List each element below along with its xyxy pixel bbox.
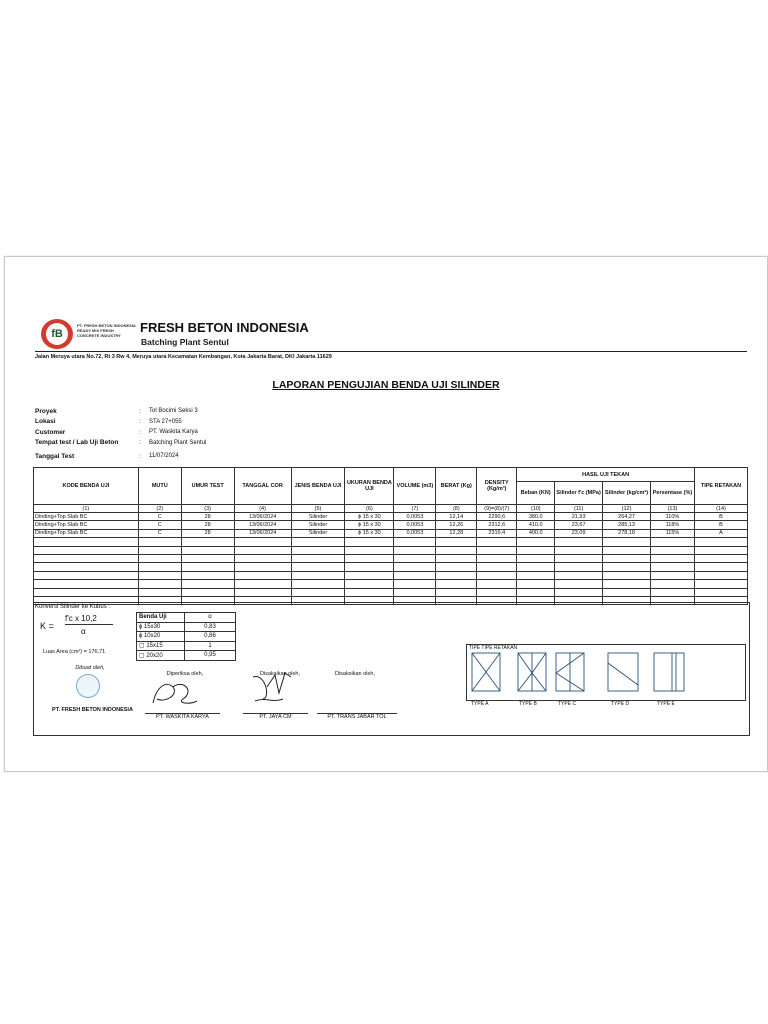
formula-denominator: α xyxy=(81,627,86,636)
company-stamp-icon xyxy=(76,674,100,698)
col-header-ukuran: UKURAN BENDA UJI xyxy=(345,468,394,505)
crack-type-label: TYPE C xyxy=(558,701,577,707)
sig-role: Disaksikan oleh, xyxy=(259,671,301,677)
info-label: Tempat test / Lab Uji Beton xyxy=(35,439,119,447)
conversion-title: Konversi Silinder ke Kubus : xyxy=(35,604,111,610)
fraction-line xyxy=(65,624,113,625)
info-value: Batching Plant Sentul xyxy=(149,439,207,446)
col-header-tanggal: TANGGAL COR xyxy=(234,468,291,505)
info-value: 11/07/2024 xyxy=(149,453,179,460)
sig-org: PT. TRANS JABAR TOL xyxy=(317,713,397,720)
col-header-kode: KODE BENDA UJI xyxy=(34,468,139,505)
luas-area: Luas Area (cm²) = 176,71 xyxy=(43,649,106,655)
crack-type-label: TYPE D xyxy=(611,701,630,707)
info-value: STA 27+055 xyxy=(149,418,182,425)
table-row: Dinding+Top Slab BC C 28 13/06/2024 Silinder ɸ 15 x 30 0,0053 12,28 2316,4 400,0 23,09 278,18 115% A xyxy=(34,529,748,537)
alpha-table: Benda Uji α ɸ 15x30 0,83 ɸ 10x20 0,86 ▢ 15x15 1 ▢ 20x20 0,95 xyxy=(136,612,236,661)
info-row: Tanggal Test : 11/07/2024 xyxy=(35,452,179,460)
sig-org: PT. JAYA CM xyxy=(243,713,308,720)
col-header-beban: Beban (KN) xyxy=(517,482,555,505)
empty-row xyxy=(34,554,748,562)
info-row: Customer : PT. Waskita Karya xyxy=(35,428,198,436)
col-header-volume: VOLUME (m3) xyxy=(394,468,436,505)
info-label: Proyek xyxy=(35,407,57,415)
crack-type-d-icon xyxy=(608,653,638,691)
col-header-hasil: HASIL UJI TEKAN xyxy=(517,468,695,482)
crack-types-title: TIPE TIPE RETAKAN xyxy=(469,645,518,651)
crack-type-e-icon xyxy=(654,653,684,691)
info-row: Tempat test / Lab Uji Beton : Batching Plant Sentul xyxy=(35,439,207,447)
table-row: Dinding+Top Slab BC C 28 13/06/2024 Silinder ɸ 15 x 30 0,0053 12,26 2312,6 410,0 23,67 285,13 118% B xyxy=(34,521,748,529)
col-header-tipe: TIPE RETAKAN xyxy=(694,468,747,505)
formula-numerator: f'c x 10,2 xyxy=(65,614,97,623)
company-name: FRESH BETON INDONESIA xyxy=(140,320,309,335)
sig-role: Disaksikan oleh, xyxy=(334,671,376,677)
report-sheet xyxy=(4,256,768,772)
project-info xyxy=(35,406,206,462)
company-address: Jalan Meruya utara No.72, Rt 3 Rw 4, Meruya utara Kecamatan Kembangan, Kota Jakarta Barat, DKI Jakarta 11629 xyxy=(35,354,332,360)
company-subtitle: Batching Plant Sentul xyxy=(141,337,229,347)
empty-row xyxy=(34,571,748,579)
crack-type-label: TYPE B xyxy=(519,701,537,707)
table-row: Dinding+Top Slab BC C 28 13/06/2024 Silinder ɸ 15 x 30 0,0053 12,14 2290,6 380,0 21,93 264,27 110% B xyxy=(34,513,748,521)
empty-row xyxy=(34,563,748,571)
empty-row xyxy=(34,538,748,546)
col-header-mutu: MUTU xyxy=(138,468,181,505)
report-title: LAPORAN PENGUJIAN BENDA UJI SILINDER xyxy=(272,379,500,391)
column-number-row: (1) (2) (3) (4) (5) (6) (7) (8) (9)=(8)/(7) (10) (11) (12) (13) (14) xyxy=(34,505,748,513)
signature-jaya-cm xyxy=(245,667,305,707)
sig-org: PT. WASKITA KARYA xyxy=(145,713,220,720)
sig-role: Dibuat oleh, xyxy=(75,665,105,671)
empty-row xyxy=(34,580,748,588)
k-symbol: K = xyxy=(40,621,54,631)
info-row: Proyek : Tol Bocimi Seksi 3 xyxy=(35,407,198,415)
col-header-density: DENSITY (Kg/m³) xyxy=(477,468,517,505)
crack-type-label: TYPE E xyxy=(657,701,675,707)
col-header-jenis: JENIS BENDA UJI xyxy=(291,468,345,505)
empty-row xyxy=(34,588,748,596)
info-row: Lokasi : STA 27+055 xyxy=(35,418,182,426)
info-label: Customer xyxy=(35,428,66,436)
info-value: PT. Waskita Karya xyxy=(149,429,198,436)
info-value: Tol Bocimi Seksi 3 xyxy=(149,408,198,415)
company-logo-icon: fB xyxy=(41,319,73,349)
col-header-berat: BERAT (Kg) xyxy=(436,468,477,505)
crack-diagrams xyxy=(466,649,744,699)
col-header-persentase: Persentase (%) xyxy=(651,482,695,505)
header-divider xyxy=(35,351,747,352)
crack-type-label: TYPE A xyxy=(471,701,489,707)
signature-waskita xyxy=(143,677,203,709)
sig-role: Diperiksa oleh, xyxy=(166,671,204,677)
empty-row xyxy=(34,546,748,554)
sig-org: PT. FRESH BETON INDONESIA xyxy=(52,707,133,713)
info-label: Lokasi xyxy=(35,418,56,426)
col-header-silinder-kg: Silinder (kg/cm²) xyxy=(603,482,651,505)
info-label: Tanggal Test xyxy=(35,452,75,460)
test-results-table xyxy=(33,467,748,605)
col-header-silinder-mpa: Silinder f'c (MPa) xyxy=(555,482,603,505)
logo-text: PT. FRESH BETON INDONESIA READY MIX FRESH CONCRETE INDUSTRY xyxy=(77,323,136,338)
col-header-umur: UMUR TEST xyxy=(181,468,234,505)
